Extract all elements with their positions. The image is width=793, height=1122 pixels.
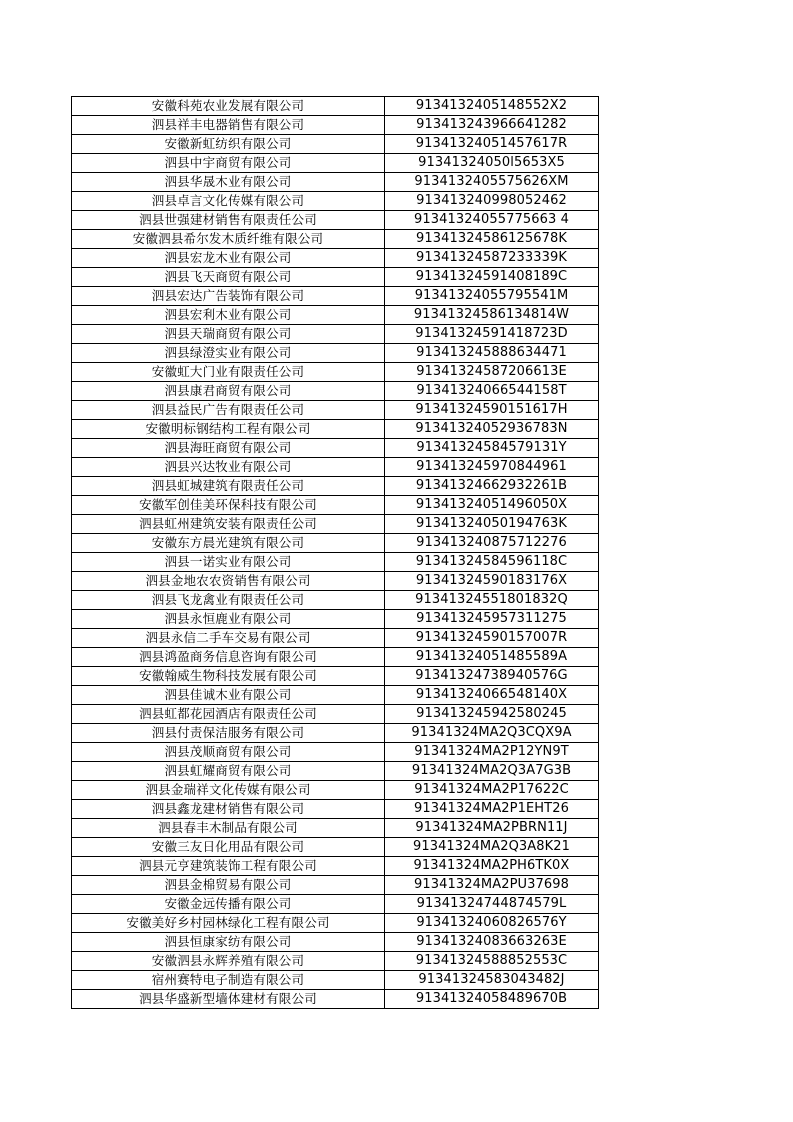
table-row: [72, 496, 599, 515]
credit-code-cell: 91341324MA2Q3A7G3B: [385, 762, 599, 781]
credit-code-cell: 91341324586125678K: [385, 230, 599, 249]
credit-code-cell: 91341324590151617H: [385, 401, 599, 420]
table-row: [72, 458, 599, 477]
table-row: [72, 344, 599, 363]
company-name-cell: 泗县宏龙木业有限公司: [72, 249, 385, 268]
table-row: [72, 895, 599, 914]
credit-code-cell: 91341324590183176X: [385, 572, 599, 591]
credit-code-cell: 91341324051485589A: [385, 648, 599, 667]
company-name-cell: 泗县鸿盈商务信息咨询有限公司: [72, 648, 385, 667]
company-name-cell: 泗县鑫龙建材销售有限公司: [72, 800, 385, 819]
table-row: [72, 306, 599, 325]
credit-code-cell: 913413245888634471: [385, 344, 599, 363]
company-name-cell: 泗县一诺实业有限公司: [72, 553, 385, 572]
company-name-cell: 泗县金瑞祥文化传媒有限公司: [72, 781, 385, 800]
table-row: [72, 192, 599, 211]
table-row: [72, 420, 599, 439]
table-row: [72, 534, 599, 553]
table-row: [72, 173, 599, 192]
company-name-cell: 泗县春丰木制品有限公司: [72, 819, 385, 838]
table-row: [72, 838, 599, 857]
credit-code-cell: 91341324587233339K: [385, 249, 599, 268]
company-name-cell: 安徽新虹纺织有限公司: [72, 135, 385, 154]
credit-code-cell: 91341324662932261B: [385, 477, 599, 496]
credit-code-cell: 913413240998052462: [385, 192, 599, 211]
credit-code-cell: 91341324051496050X: [385, 496, 599, 515]
company-name-cell: 泗县宏达广告装饰有限公司: [72, 287, 385, 306]
credit-code-cell: 91341324050l5653X5: [385, 154, 599, 173]
credit-code-cell: 91341324738940576G: [385, 667, 599, 686]
table-row: [72, 952, 599, 971]
table-row: [72, 230, 599, 249]
table-row: [72, 781, 599, 800]
company-name-cell: 安徽金远传播有限公司: [72, 895, 385, 914]
company-name-cell: 泗县世强建材销售有限责任公司: [72, 211, 385, 230]
credit-code-cell: 91341324591418723D: [385, 325, 599, 344]
table-row: [72, 876, 599, 895]
credit-code-cell: 91341324744874579L: [385, 895, 599, 914]
company-name-cell: 泗县元亨建筑装饰工程有限公司: [72, 857, 385, 876]
credit-code-cell: 91341324MA2Q3A8K21: [385, 838, 599, 857]
company-name-cell: 泗县华晟木业有限公司: [72, 173, 385, 192]
company-name-cell: 泗县佳诚木业有限公司: [72, 686, 385, 705]
credit-code-cell: 91341324584596118C: [385, 553, 599, 572]
credit-code-cell: 91341324591408189C: [385, 268, 599, 287]
company-name-cell: 泗县天瑞商贸有限公司: [72, 325, 385, 344]
company-name-cell: 泗县虹耀商贸有限公司: [72, 762, 385, 781]
company-name-cell: 泗县虹都花园酒店有限责任公司: [72, 705, 385, 724]
table-row: [72, 154, 599, 173]
company-name-cell: 安徽科苑农业发展有限公司: [72, 97, 385, 116]
table-row: [72, 610, 599, 629]
table-row: [72, 382, 599, 401]
credit-code-cell: 91341324583043482J: [385, 971, 599, 990]
credit-code-cell: 91341324586134814W: [385, 306, 599, 325]
company-name-cell: 泗县益民广告有限责任公司: [72, 401, 385, 420]
table-row: [72, 401, 599, 420]
table-row: [72, 667, 599, 686]
company-name-cell: 泗县绿澄实业有限公司: [72, 344, 385, 363]
table-row: [72, 363, 599, 382]
credit-code-cell: 91341324058489670B: [385, 990, 599, 1009]
table-row: [72, 743, 599, 762]
company-name-cell: 安徽明标钢结构工程有限公司: [72, 420, 385, 439]
table-row: [72, 686, 599, 705]
table-row: [72, 287, 599, 306]
credit-code-cell: 91341324055795541M: [385, 287, 599, 306]
company-name-cell: 泗县康君商贸有限公司: [72, 382, 385, 401]
credit-code-cell: 91341324588852553C: [385, 952, 599, 971]
credit-code-cell: 91341324066544158T: [385, 382, 599, 401]
company-name-cell: 安徽泗县希尔发木质纤维有限公司: [72, 230, 385, 249]
credit-code-cell: 91341324587206613E: [385, 363, 599, 382]
company-table: [71, 96, 599, 1009]
credit-code-cell: 91341324051457617R: [385, 135, 599, 154]
credit-code-cell: 91341324055775663 4: [385, 211, 599, 230]
company-name-cell: 泗县金棉贸易有限公司: [72, 876, 385, 895]
credit-code-cell: 91341324083663263E: [385, 933, 599, 952]
credit-code-cell: 91341324MA2Q3CQX9A: [385, 724, 599, 743]
credit-code-cell: 913413245942580245: [385, 705, 599, 724]
credit-code-cell: 91341324050194763K: [385, 515, 599, 534]
company-name-cell: 泗县华盛新型墙体建材有限公司: [72, 990, 385, 1009]
company-name-cell: 泗县祥丰电器销售有限公司: [72, 116, 385, 135]
credit-code-cell: 91341324060826576Y: [385, 914, 599, 933]
company-name-cell: 泗县永信二手车交易有限公司: [72, 629, 385, 648]
company-name-cell: 安徽三友日化用品有限公司: [72, 838, 385, 857]
company-name-cell: 泗县兴达牧业有限公司: [72, 458, 385, 477]
company-name-cell: 安徽泗县永辉养殖有限公司: [72, 952, 385, 971]
table-row: [72, 990, 599, 1009]
company-name-cell: 安徽美好乡村园林绿化工程有限公司: [72, 914, 385, 933]
table-row: [72, 648, 599, 667]
credit-code-cell: 91341324MA2PU37698: [385, 876, 599, 895]
table-body: [72, 97, 599, 1009]
credit-code-cell: 91341324590157007R: [385, 629, 599, 648]
table-row: [72, 724, 599, 743]
company-name-cell: 泗县宏利木业有限公司: [72, 306, 385, 325]
credit-code-cell: 913413243966641282: [385, 116, 599, 135]
table-row: [72, 819, 599, 838]
table-row: [72, 914, 599, 933]
table-row: [72, 325, 599, 344]
credit-code-cell: 91341324066548140X: [385, 686, 599, 705]
table-row: [72, 800, 599, 819]
company-name-cell: 安徽翰威生物科技发展有限公司: [72, 667, 385, 686]
table-row: [72, 553, 599, 572]
table-row: [72, 439, 599, 458]
company-name-cell: 泗县虹州建筑安装有限责任公司: [72, 515, 385, 534]
table-row: [72, 135, 599, 154]
table-row: [72, 629, 599, 648]
credit-code-cell: 91341324MA2P12YN9T: [385, 743, 599, 762]
table-row: [72, 211, 599, 230]
table-row: [72, 97, 599, 116]
company-name-cell: 泗县虹城建筑有限责任公司: [72, 477, 385, 496]
company-name-cell: 泗县付责保洁服务有限公司: [72, 724, 385, 743]
company-name-cell: 泗县飞天商贸有限公司: [72, 268, 385, 287]
table-row: [72, 705, 599, 724]
company-name-cell: 泗县海旺商贸有限公司: [72, 439, 385, 458]
table-row: [72, 515, 599, 534]
table-row: [72, 477, 599, 496]
company-name-cell: 安徽虹大门业有限责任公司: [72, 363, 385, 382]
company-name-cell: 泗县茂顺商贸有限公司: [72, 743, 385, 762]
company-name-cell: 泗县中宇商贸有限公司: [72, 154, 385, 173]
credit-code-cell: 9134132405575626XM: [385, 173, 599, 192]
table-row: [72, 933, 599, 952]
company-name-cell: 泗县金地农农资销售有限公司: [72, 572, 385, 591]
credit-code-cell: 9134132405148552X2: [385, 97, 599, 116]
credit-code-cell: 913413245957311275: [385, 610, 599, 629]
credit-code-cell: 91341324584579131Y: [385, 439, 599, 458]
credit-code-cell: 913413245970844961: [385, 458, 599, 477]
company-name-cell: 宿州赛特电子制造有限公司: [72, 971, 385, 990]
credit-code-cell: 91341324MA2P17622C: [385, 781, 599, 800]
table-row: [72, 116, 599, 135]
credit-code-cell: 913413240875712276: [385, 534, 599, 553]
table-row: [72, 249, 599, 268]
company-name-cell: 安徽军创佳美环保科技有限公司: [72, 496, 385, 515]
company-name-cell: 安徽东方晨光建筑有限公司: [72, 534, 385, 553]
table-row: [72, 971, 599, 990]
table-row: [72, 572, 599, 591]
table-row: [72, 762, 599, 781]
table-row: [72, 857, 599, 876]
credit-code-cell: 91341324MA2PBRN11J: [385, 819, 599, 838]
credit-code-cell: 91341324052936783N: [385, 420, 599, 439]
table-row: [72, 591, 599, 610]
credit-code-cell: 91341324551801832Q: [385, 591, 599, 610]
credit-code-cell: 91341324MA2PH6TK0X: [385, 857, 599, 876]
credit-code-cell: 91341324MA2P1EHT26: [385, 800, 599, 819]
company-name-cell: 泗县飞龙禽业有限责任公司: [72, 591, 385, 610]
table-row: [72, 268, 599, 287]
company-name-cell: 泗县卓言文化传媒有限公司: [72, 192, 385, 211]
company-name-cell: 泗县永恒鹿业有限公司: [72, 610, 385, 629]
company-name-cell: 泗县恒康家纺有限公司: [72, 933, 385, 952]
